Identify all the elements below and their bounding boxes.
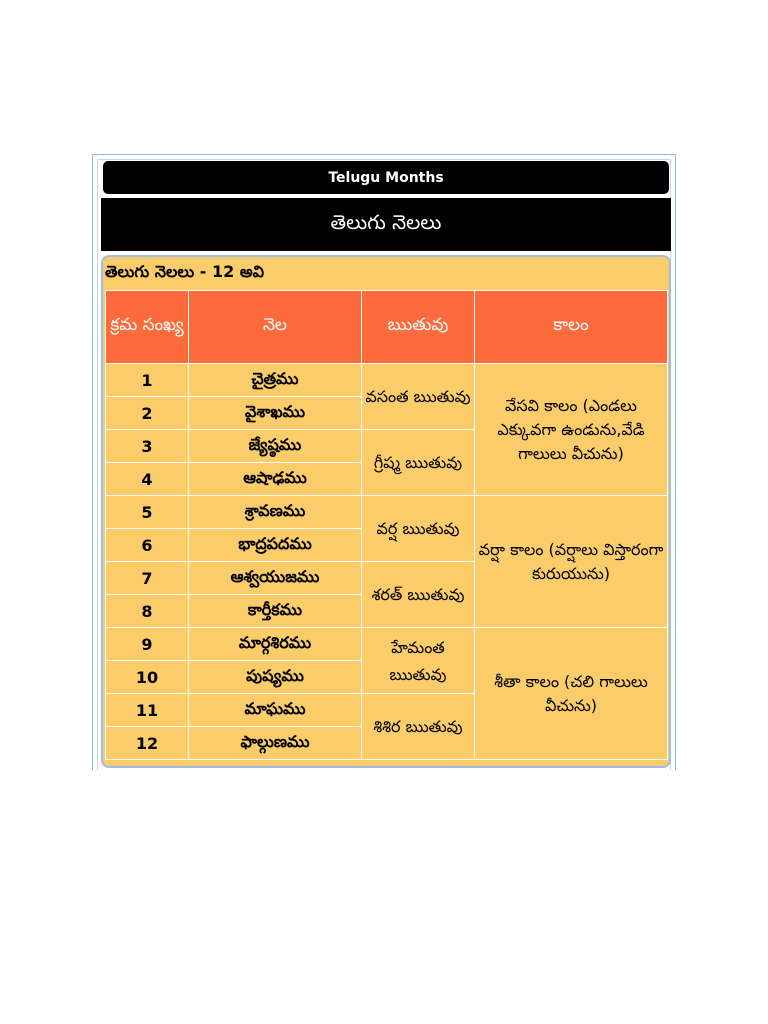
period-cell: శీతా కాలం (చలి గాలులు వీచును)	[475, 628, 668, 760]
months-table	[105, 290, 668, 760]
month-number: 4	[106, 463, 189, 496]
month-number: 1	[106, 364, 189, 397]
month-number: 10	[106, 661, 189, 694]
month-number: 8	[106, 595, 189, 628]
month-name: శ్రావణము	[189, 496, 362, 529]
header-season: ఋతువు	[362, 291, 475, 364]
page-subtitle: తెలుగు నెలలు	[101, 198, 671, 251]
month-name: వైశాఖము	[189, 397, 362, 430]
month-number: 7	[106, 562, 189, 595]
month-name: మాఘము	[189, 694, 362, 727]
month-number: 5	[106, 496, 189, 529]
header-period: కాలం	[475, 291, 668, 364]
header-serial: క్రమ సంఖ్య	[106, 291, 189, 364]
month-name: మార్గశిరము	[189, 628, 362, 661]
month-number: 6	[106, 529, 189, 562]
header-month: నెల	[189, 291, 362, 364]
season-cell: శరత్ ఋతువు	[362, 562, 475, 628]
table-caption: తెలుగు నెలలు - 12 అవి	[105, 262, 265, 281]
season-cell: వసంత ఋతువు	[362, 364, 475, 430]
month-name: చైత్రము	[189, 364, 362, 397]
month-name: జ్యేష్ఠము	[189, 430, 362, 463]
month-number: 11	[106, 694, 189, 727]
month-number: 9	[106, 628, 189, 661]
table-row	[106, 496, 668, 529]
month-name: ఫాల్గుణము	[189, 727, 362, 760]
month-number: 2	[106, 397, 189, 430]
season-cell: గ్రీష్మ ఋతువు	[362, 430, 475, 496]
month-name: ఆశ్వయుజము	[189, 562, 362, 595]
month-number: 3	[106, 430, 189, 463]
table-row	[106, 628, 668, 661]
season-cell: హేమంత ఋతువు	[362, 628, 475, 694]
season-cell: వర్ష ఋతువు	[362, 496, 475, 562]
period-cell: వర్షా కాలం (వర్షాలు విస్తారంగా కురుయును)	[475, 496, 668, 628]
month-name: పుష్యము	[189, 661, 362, 694]
period-cell: వేసవి కాలం (ఎండలు ఎక్కువగా ఉండును,వేడి గాలులు వీచును)	[475, 364, 668, 496]
month-name: ఆషాఢము	[189, 463, 362, 496]
page-title: Telugu Months	[103, 161, 669, 194]
month-name: కార్తీకము	[189, 595, 362, 628]
season-cell: శిశిర ఋతువు	[362, 694, 475, 760]
month-name: భాద్రపదము	[189, 529, 362, 562]
month-number: 12	[106, 727, 189, 760]
table-row	[106, 364, 668, 397]
table-header-row	[106, 291, 668, 364]
